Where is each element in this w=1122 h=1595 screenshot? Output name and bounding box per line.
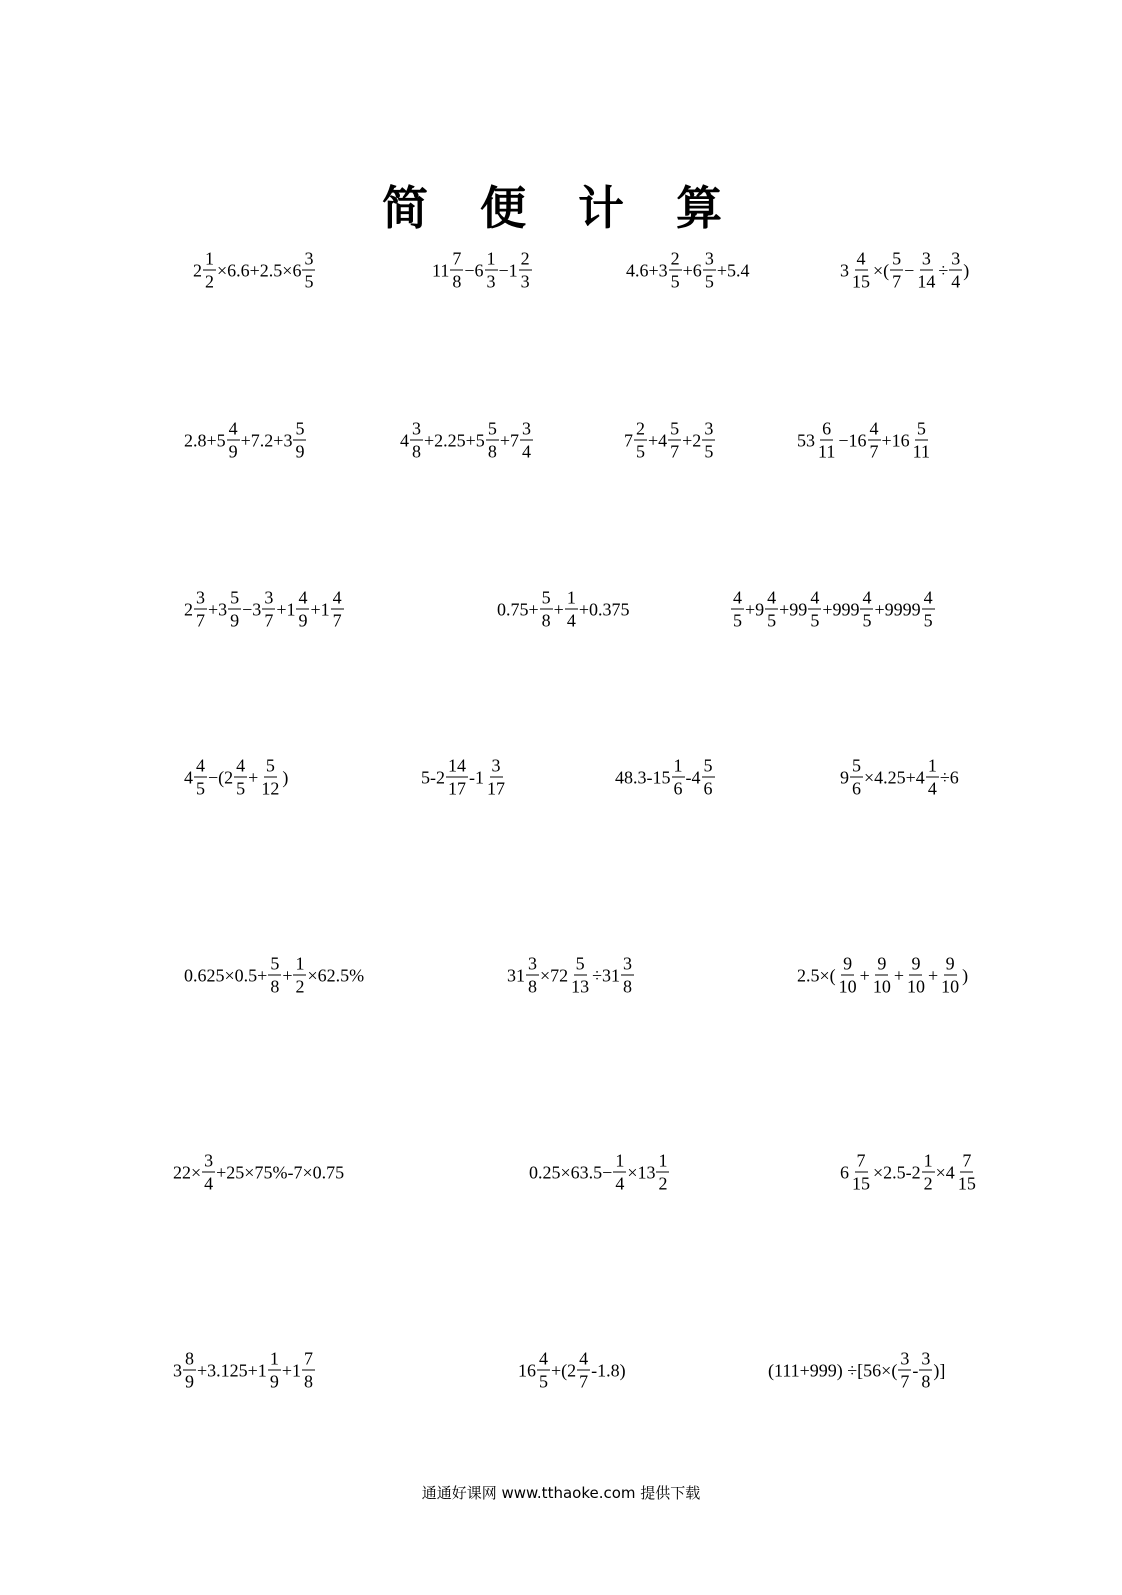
expression-text: −1 [498, 260, 518, 280]
math-expression [730, 589, 936, 630]
expression-text: ) [963, 260, 970, 280]
math-expression [507, 955, 635, 996]
denominator: 2 [205, 271, 214, 292]
fraction [259, 757, 281, 798]
expression-text: −16 [838, 430, 867, 450]
fraction [868, 420, 881, 461]
numerator: 3 [264, 587, 274, 608]
numerator: 1 [673, 755, 683, 776]
fraction [486, 420, 499, 461]
denominator: 5 [862, 610, 872, 631]
fraction [703, 250, 716, 291]
numerator: 3 [623, 953, 633, 974]
denominator: 10 [941, 976, 960, 997]
denominator: 10 [872, 976, 891, 997]
numerator: 4 [810, 587, 820, 608]
denominator: 15 [852, 1173, 870, 1194]
fraction [702, 757, 715, 798]
denominator: 5 [733, 610, 742, 631]
numerator: 5 [270, 953, 280, 974]
expression-text: -4 [685, 767, 701, 787]
numerator: 1 [205, 248, 214, 269]
expression-text: 16 [518, 1360, 536, 1380]
numerator: 1 [269, 1348, 279, 1369]
expression-text: )] [933, 1360, 946, 1380]
expression-text: +5.4 [716, 260, 750, 280]
fraction [905, 955, 927, 996]
fraction [331, 589, 344, 630]
fraction [926, 757, 939, 798]
numerator: 5 [541, 587, 551, 608]
denominator: 5 [304, 271, 314, 292]
fraction [898, 1350, 911, 1391]
numerator: 4 [767, 587, 777, 608]
fraction [540, 589, 553, 630]
numerator: 5 [295, 418, 305, 439]
fraction [194, 757, 207, 798]
expression-text: 11 [432, 260, 450, 280]
fraction [234, 757, 247, 798]
expression-text: 9 [840, 767, 849, 787]
expression-text: 2 [193, 260, 202, 280]
expression-text: +0.375 [578, 599, 630, 619]
fraction [520, 420, 533, 461]
fraction [202, 1152, 215, 1193]
numerator: 1 [486, 248, 496, 269]
fraction [577, 1350, 590, 1391]
fraction [268, 1350, 281, 1391]
math-expression [184, 420, 307, 461]
fraction [871, 955, 893, 996]
denominator: 5 [196, 778, 205, 799]
denominator: 5 [704, 441, 714, 462]
numerator: 9 [843, 953, 853, 974]
numerator: 3 [704, 248, 714, 269]
denominator: 7 [869, 441, 879, 462]
expression-text: + [553, 599, 564, 619]
denominator: 11 [912, 441, 930, 462]
math-expression [184, 757, 288, 798]
denominator: 7 [332, 610, 342, 631]
expression-text: (111+999) ÷[56×( [768, 1360, 898, 1380]
expression-text: +6 [682, 260, 702, 280]
denominator: 5 [539, 1371, 548, 1392]
fraction [293, 955, 306, 996]
denominator: 7 [264, 610, 274, 631]
fraction [194, 589, 207, 630]
denominator: 7 [196, 610, 205, 631]
denominator: 9 [230, 610, 240, 631]
expression-text: +25×75%-7×0.75 [216, 1162, 345, 1182]
fraction [262, 589, 275, 630]
fraction [228, 589, 241, 630]
denominator: 8 [921, 1371, 931, 1392]
numerator: 3 [704, 418, 714, 439]
fraction [227, 420, 240, 461]
fraction [302, 1350, 315, 1391]
denominator: 3 [486, 271, 496, 292]
expression-text: 4.6+3 [626, 260, 668, 280]
denominator: 8 [452, 271, 462, 292]
fraction [922, 589, 935, 630]
expression-text: −3 [242, 599, 262, 619]
fraction [613, 1152, 626, 1193]
math-expression [184, 589, 345, 630]
expression-text: + [859, 965, 870, 985]
denominator: 8 [487, 441, 497, 462]
fraction [485, 250, 498, 291]
denominator: 2 [923, 1173, 933, 1194]
numerator: 4 [856, 248, 866, 269]
numerator: 3 [528, 953, 537, 974]
denominator: 5 [810, 610, 820, 631]
footer-credit: 通通好课网 www.tthaoke.com 提供下载 [421, 1484, 701, 1502]
expression-text: ÷31 [592, 965, 621, 985]
expression-text: +999 [822, 599, 860, 619]
denominator: 4 [951, 271, 961, 292]
fraction [302, 250, 315, 291]
fraction [765, 589, 778, 630]
fraction [919, 1350, 932, 1391]
math-expression [497, 589, 629, 630]
numerator: 1 [615, 1150, 625, 1171]
numerator: 5 [703, 755, 713, 776]
denominator: 2 [658, 1173, 668, 1194]
math-expression [840, 757, 959, 798]
denominator: 15 [957, 1173, 976, 1194]
denominator: 9 [269, 1371, 279, 1392]
expression-text: +9 [745, 599, 765, 619]
expression-text: +4 [648, 430, 668, 450]
fraction [956, 1152, 978, 1193]
expression-text: +2 [682, 430, 702, 450]
expression-text: ×( [873, 260, 890, 280]
numerator: 2 [636, 418, 645, 439]
fraction [731, 589, 744, 630]
denominator: 9 [228, 441, 238, 462]
fraction [565, 589, 578, 630]
math-expression [184, 955, 364, 996]
denominator: 8 [528, 976, 537, 997]
denominator: 7 [670, 441, 680, 462]
numerator: 5 [230, 587, 240, 608]
denominator: 15 [852, 271, 870, 292]
numerator: 5 [575, 953, 585, 974]
expression-text: -1.8) [591, 1360, 626, 1380]
denominator: 17 [448, 778, 466, 799]
fraction [446, 757, 468, 798]
expression-text: ÷ [938, 260, 949, 280]
denominator: 2 [295, 976, 305, 997]
expression-text: 2.8+5 [184, 430, 226, 450]
numerator: 3 [900, 1348, 910, 1369]
expression-text: +99 [779, 599, 808, 619]
math-expression [768, 1350, 945, 1391]
fraction [850, 1152, 872, 1193]
expression-text: ×13 [627, 1162, 656, 1182]
numerator: 4 [579, 1348, 589, 1369]
numerator: 3 [921, 1348, 931, 1369]
fraction [911, 420, 932, 461]
fraction [702, 420, 715, 461]
math-expression [400, 420, 534, 461]
math-expression [624, 420, 716, 461]
expression-text: ×4.25+4 [864, 767, 925, 787]
fraction [939, 955, 961, 996]
numerator: 5 [892, 248, 902, 269]
expression-text: −6 [464, 260, 484, 280]
expression-text: 5-2 [421, 767, 445, 787]
expression-text: +1 [281, 1360, 301, 1380]
expression-text: +(2 [551, 1360, 577, 1380]
numerator: 7 [962, 1150, 972, 1171]
expression-text: ×4 [935, 1162, 955, 1182]
expression-text: + [927, 965, 939, 985]
expression-text: 4 [184, 767, 193, 787]
denominator: 4 [927, 778, 937, 799]
math-expression [173, 1350, 316, 1391]
numerator: 7 [452, 248, 462, 269]
numerator: 9 [945, 953, 955, 974]
expression-text: 53 [797, 430, 815, 450]
numerator: 9 [911, 953, 921, 974]
expression-text: -1 [469, 767, 484, 787]
expression-text: 0.75+ [497, 599, 539, 619]
denominator: 8 [541, 610, 551, 631]
expression-text: ×2.5-2 [873, 1162, 921, 1182]
expression-text: +9999 [874, 599, 921, 619]
expression-text: 4 [400, 430, 409, 450]
expression-text: 48.3-15 [615, 767, 671, 787]
math-expression [173, 1152, 344, 1193]
numerator: 14 [448, 755, 466, 776]
denominator: 8 [623, 976, 633, 997]
denominator: 5 [236, 778, 246, 799]
denominator: 10 [838, 976, 857, 997]
fraction [203, 250, 216, 291]
fraction [672, 757, 685, 798]
expression-text: ×6.6+2.5×6 [217, 260, 302, 280]
numerator: 2 [670, 248, 680, 269]
expression-text: +3 [208, 599, 228, 619]
fraction [268, 955, 281, 996]
expression-text: ) [962, 965, 969, 985]
expression-text: + [893, 965, 904, 985]
fraction [656, 1152, 669, 1193]
numerator: 5 [670, 418, 680, 439]
numerator: 4 [539, 1348, 548, 1369]
math-expression [432, 250, 533, 291]
expression-text: 0.25×63.5− [529, 1162, 613, 1182]
numerator: 7 [856, 1150, 866, 1171]
page-title: 简 便 计 算 [381, 181, 741, 235]
numerator: 3 [412, 418, 421, 439]
numerator: 4 [862, 587, 872, 608]
fraction [850, 757, 863, 798]
numerator: 1 [566, 587, 576, 608]
math-expression [193, 250, 316, 291]
numerator: 5 [852, 755, 861, 776]
denominator: 8 [412, 441, 421, 462]
denominator: 8 [270, 976, 280, 997]
expression-text: 6 [840, 1162, 849, 1182]
numerator: 1 [927, 755, 937, 776]
denominator: 7 [892, 271, 902, 292]
math-expression [840, 250, 969, 291]
numerator: 4 [196, 755, 205, 776]
denominator: 5 [704, 271, 714, 292]
denominator: 4 [615, 1173, 625, 1194]
denominator: 6 [673, 778, 683, 799]
denominator: 10 [906, 976, 925, 997]
denominator: 5 [767, 610, 777, 631]
denominator: 9 [295, 441, 305, 462]
numerator: 3 [521, 418, 531, 439]
numerator: 1 [295, 953, 305, 974]
fraction [808, 589, 821, 630]
numerator: 5 [916, 418, 926, 439]
numerator: 7 [303, 1348, 313, 1369]
numerator: 3 [204, 1150, 214, 1171]
fraction [526, 955, 539, 996]
fraction [296, 589, 309, 630]
fraction [860, 589, 873, 630]
fraction [450, 250, 463, 291]
expression-text: 31 [507, 965, 525, 985]
fraction [922, 1152, 935, 1193]
fraction [669, 250, 682, 291]
numerator: 3 [196, 587, 205, 608]
math-expression [797, 955, 968, 996]
fraction [537, 1350, 550, 1391]
expression-text: +7 [499, 430, 519, 450]
numerator: 1 [923, 1150, 933, 1171]
numerator: 8 [185, 1348, 194, 1369]
denominator: 5 [670, 271, 680, 292]
expression-text: ) [282, 767, 289, 787]
denominator: 17 [487, 778, 505, 799]
denominator: 5 [636, 441, 645, 462]
math-expression [529, 1152, 670, 1193]
numerator: 5 [487, 418, 497, 439]
math-expression [840, 1152, 979, 1193]
numerator: 4 [228, 418, 238, 439]
denominator: 14 [917, 271, 936, 292]
numerator: 5 [265, 755, 275, 776]
expression-text: 0.625×0.5+ [184, 965, 268, 985]
expression-text: 2 [184, 599, 193, 619]
fraction [915, 250, 937, 291]
fraction [569, 955, 591, 996]
fraction [668, 420, 681, 461]
expression-text: ×62.5% [307, 965, 365, 985]
denominator: 3 [520, 271, 530, 292]
expression-text: +1 [310, 599, 330, 619]
math-expression [797, 420, 933, 461]
fraction [890, 250, 903, 291]
numerator: 6 [822, 418, 832, 439]
numerator: 3 [491, 755, 501, 776]
numerator: 3 [921, 248, 931, 269]
numerator: 4 [236, 755, 246, 776]
expression-text: −(2 [208, 767, 234, 787]
expression-text: ×72 [540, 965, 569, 985]
fraction [410, 420, 423, 461]
numerator: 2 [520, 248, 530, 269]
expression-text: 7 [624, 430, 633, 450]
expression-text: + [282, 965, 293, 985]
denominator: 7 [579, 1371, 589, 1392]
fraction [837, 955, 859, 996]
expression-text: − [904, 260, 915, 280]
fraction [949, 250, 962, 291]
numerator: 4 [869, 418, 879, 439]
math-expression [421, 757, 508, 798]
denominator: 9 [185, 1371, 194, 1392]
math-expression [626, 250, 749, 291]
denominator: 12 [261, 778, 280, 799]
denominator: 13 [571, 976, 590, 997]
fraction [293, 420, 306, 461]
fraction [183, 1350, 196, 1391]
fraction [850, 250, 872, 291]
denominator: 11 [818, 441, 836, 462]
denominator: 4 [566, 610, 576, 631]
denominator: 9 [298, 610, 308, 631]
expression-text: + [248, 767, 259, 787]
denominator: 7 [900, 1371, 910, 1392]
numerator: 4 [923, 587, 933, 608]
expression-text: +16 [881, 430, 910, 450]
numerator: 3 [951, 248, 961, 269]
expression-text: 3 [840, 260, 849, 280]
denominator: 4 [204, 1173, 214, 1194]
fraction [519, 250, 532, 291]
numerator: 9 [877, 953, 887, 974]
expression-text: - [912, 1360, 919, 1380]
numerator: 4 [733, 587, 742, 608]
denominator: 8 [303, 1371, 313, 1392]
numerator: 4 [298, 587, 308, 608]
numerator: 1 [658, 1150, 668, 1171]
numerator: 4 [332, 587, 342, 608]
fraction [621, 955, 634, 996]
denominator: 6 [703, 778, 713, 799]
fraction [816, 420, 837, 461]
expression-text: +3.125+1 [197, 1360, 267, 1380]
numerator: 3 [304, 248, 314, 269]
fraction [634, 420, 647, 461]
fraction [485, 757, 507, 798]
expression-text: 2.5×( [797, 965, 836, 985]
expression-text: +7.2+3 [240, 430, 293, 450]
expression-text: +2.25+5 [424, 430, 485, 450]
expression-text: 3 [173, 1360, 182, 1380]
denominator: 5 [923, 610, 933, 631]
expression-text: 22× [173, 1162, 202, 1182]
denominator: 6 [852, 778, 861, 799]
expression-text: ÷6 [939, 767, 959, 787]
expression-text: +1 [276, 599, 296, 619]
math-expression [615, 757, 716, 798]
math-expression [518, 1350, 626, 1391]
denominator: 4 [521, 441, 531, 462]
